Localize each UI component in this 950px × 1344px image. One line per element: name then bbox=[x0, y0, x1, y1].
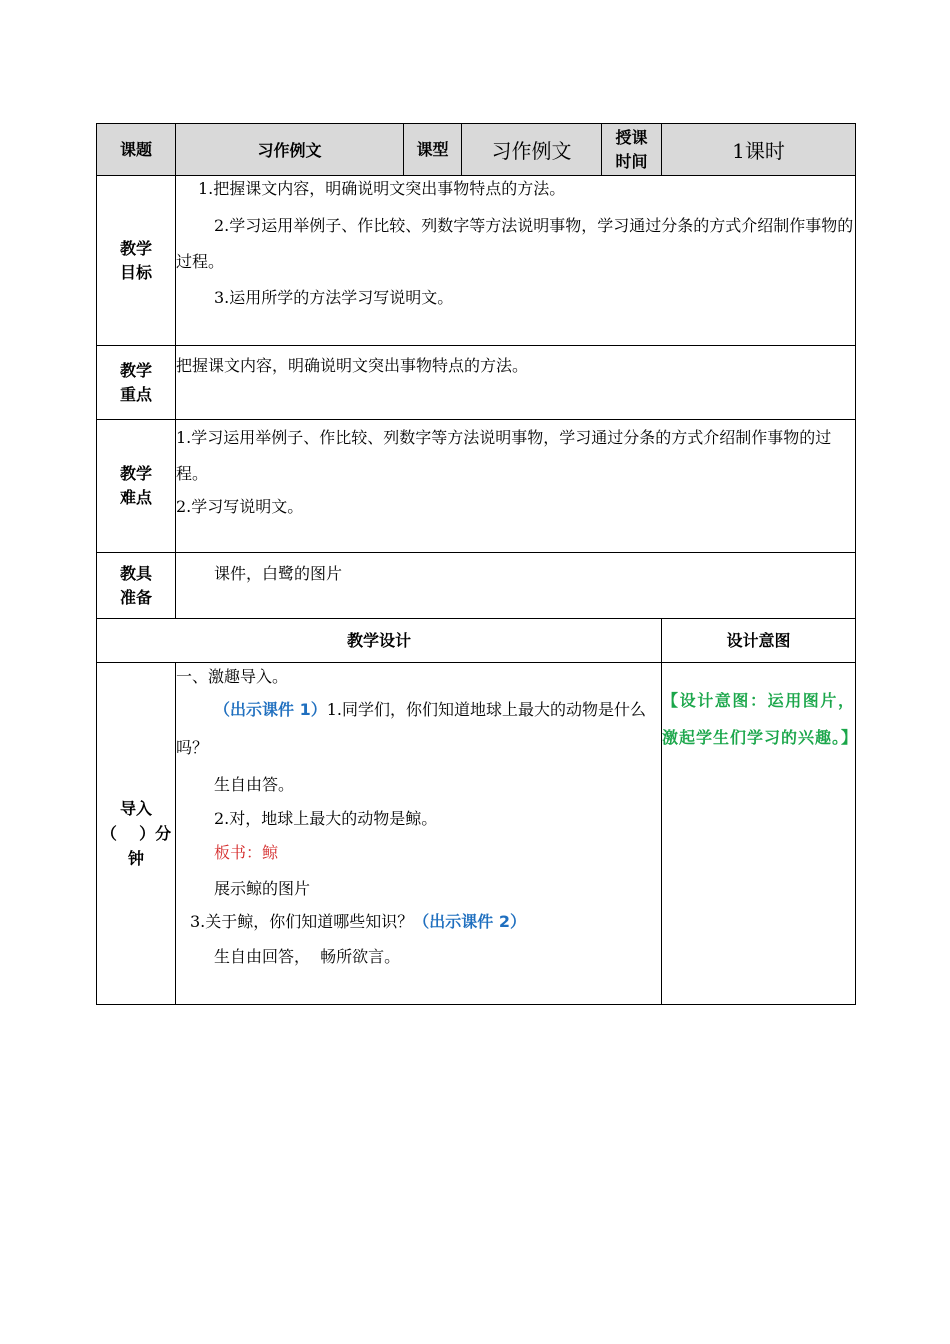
key-points-label bbox=[97, 346, 176, 420]
intent-header: 设计意图 bbox=[662, 619, 856, 663]
time-label-line1: 授课 bbox=[615, 127, 648, 147]
intro-label-line3: 钟 bbox=[127, 849, 144, 868]
objectives-label-line2: 目标 bbox=[119, 262, 152, 282]
key-points-row bbox=[97, 346, 856, 420]
time-label-line2: 时间 bbox=[615, 151, 648, 171]
courseware-1-tag: （出示课件 1） bbox=[214, 700, 327, 719]
objective-1: 1.把握课文内容，明确说明文突出事物特点的方法。 bbox=[198, 179, 566, 198]
time-label bbox=[602, 124, 662, 176]
difficulties-label-line2: 难点 bbox=[119, 488, 152, 507]
intro-row bbox=[97, 663, 856, 1005]
difficulties-content bbox=[176, 420, 856, 553]
objectives-label-line1: 教学 bbox=[119, 238, 152, 258]
key-point-1: 把握课文内容，明确说明文突出事物特点的方法。 bbox=[176, 356, 529, 375]
difficulty-2: 2.学习写说明文。 bbox=[176, 497, 304, 516]
design-header-row bbox=[97, 619, 856, 663]
intro-content bbox=[176, 663, 662, 1005]
intro-line-4: 2.对，地球上最大的动物是鲸。 bbox=[214, 809, 438, 828]
intro-line-1: 一、激趣导入。 bbox=[176, 667, 289, 686]
time-value: 1课时 bbox=[662, 124, 856, 176]
courseware-2-tag: （出示课件 2） bbox=[413, 912, 526, 931]
design-header: 教学设计 bbox=[97, 619, 662, 663]
objective-2: 2.学习运用举例子、作比较、列数字等方法说明事物，学习通过分条的方式介绍制作事物的过程。 bbox=[176, 216, 854, 271]
intro-line-2-text: 1.同学们，你们知道地球上最大的动物是什么吗？ bbox=[176, 700, 646, 757]
materials-content: 课件，白鹭的图片 bbox=[176, 553, 856, 619]
materials-label-line1: 教具 bbox=[119, 563, 152, 583]
materials-label-line2: 准备 bbox=[119, 587, 152, 607]
key-points-label-line1: 教学 bbox=[119, 360, 152, 380]
intro-line-6: 展示鲸的图片 bbox=[214, 879, 311, 898]
difficulties-row bbox=[97, 420, 856, 553]
type-value: 习作例文 bbox=[462, 124, 602, 176]
intro-label-line2: （ ）分 bbox=[100, 824, 172, 843]
intro-line-2 bbox=[176, 691, 661, 767]
intro-line-7-text: 3.关于鲸，你们知道哪些知识？ bbox=[190, 912, 414, 931]
intro-line-8: 生自由回答， 畅所欲言。 bbox=[214, 947, 401, 966]
key-points-label-line2: 重点 bbox=[119, 384, 152, 404]
lesson-plan-table bbox=[96, 123, 859, 1005]
intro-label-line1: 导入 bbox=[119, 799, 152, 818]
materials-label bbox=[97, 553, 176, 619]
difficulties-label-line1: 教学 bbox=[119, 464, 152, 483]
intro-intent: 【设计意图：运用图片，激起学生们学习的兴趣。】 bbox=[662, 663, 856, 1005]
intro-line-7 bbox=[176, 907, 661, 937]
difficulties-label bbox=[97, 420, 176, 553]
objectives-content bbox=[176, 176, 856, 346]
title-label: 课题 bbox=[97, 124, 176, 176]
key-points-content bbox=[176, 346, 856, 420]
objective-3: 3.运用所学的方法学习写说明文。 bbox=[214, 288, 454, 307]
objectives-label bbox=[97, 176, 176, 346]
materials-row bbox=[97, 553, 856, 619]
type-label: 课型 bbox=[404, 124, 462, 176]
objectives-row bbox=[97, 176, 856, 346]
title-value: 习作例文 bbox=[176, 124, 404, 176]
header-row bbox=[97, 124, 856, 176]
intro-label bbox=[97, 663, 176, 1005]
intro-line-5: 板书：鲸 bbox=[214, 843, 279, 862]
difficulty-1: 1.学习运用举例子、作比较、列数字等方法说明事物，学习通过分条的方式介绍制作事物的过程。 bbox=[176, 428, 832, 483]
intro-line-3: 生自由答。 bbox=[214, 775, 295, 794]
